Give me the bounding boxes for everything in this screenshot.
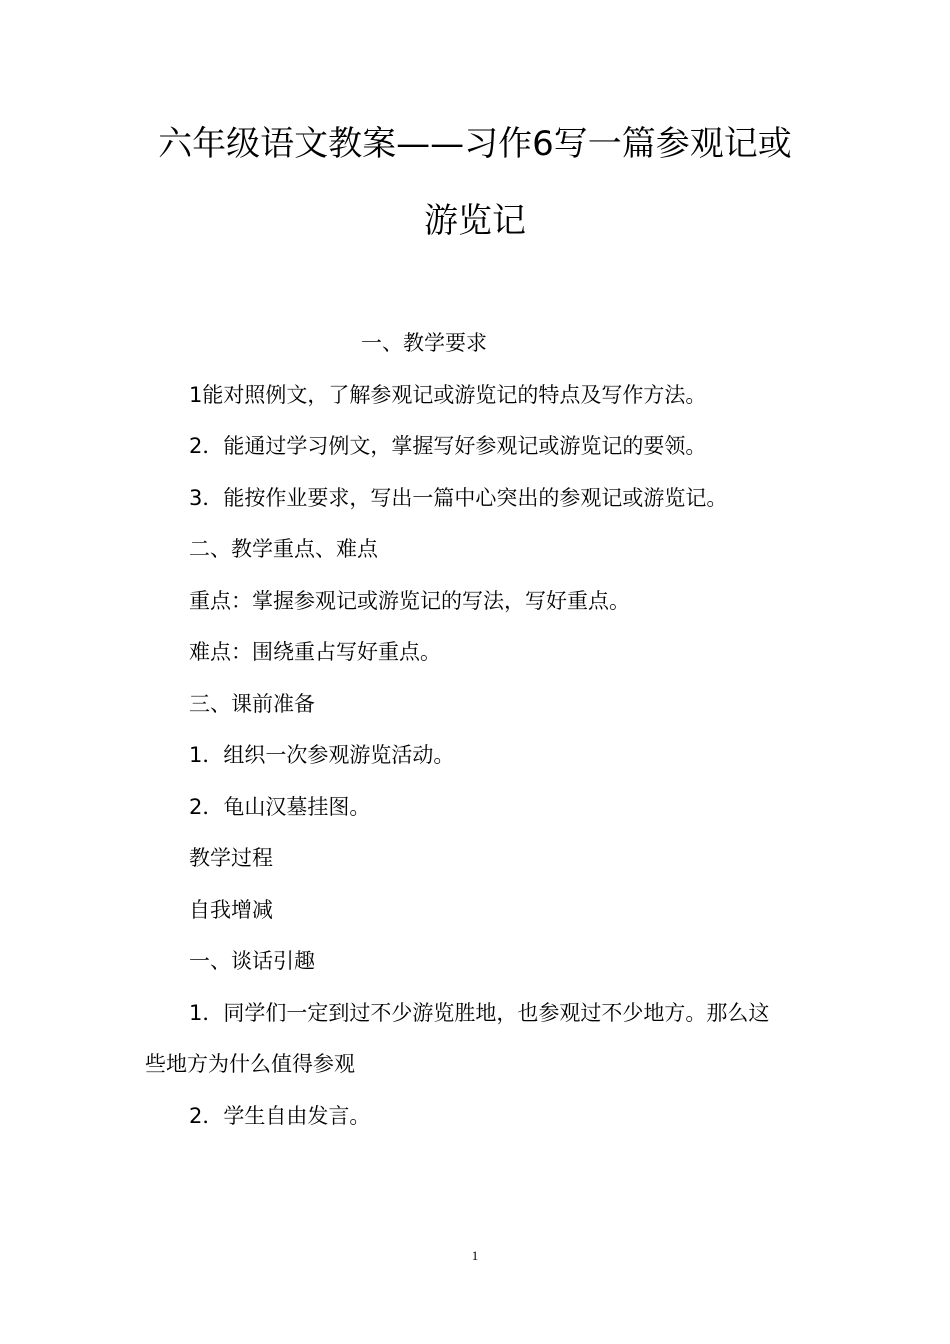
requirement-item-1: 1能对照例文，了解参观记或游览记的特点及写作方法。 <box>189 383 707 407</box>
teaching-process-heading: 教学过程 <box>189 846 273 870</box>
section-heading-introduction: 一、谈话引趣 <box>189 949 315 973</box>
difficulty-text: 难点：围绕重占写好重点。 <box>189 640 441 664</box>
key-point-text: 重点：掌握参观记或游览记的写法，写好重点。 <box>189 589 630 613</box>
requirement-item-2: 2．能通过学习例文，掌握写好参观记或游览记的要领。 <box>189 434 707 458</box>
section-heading-preparation: 三、课前准备 <box>189 692 315 716</box>
section-heading-key-points: 二、教学重点、难点 <box>189 537 378 561</box>
preparation-item-2: 2．龟山汉墓挂图。 <box>189 795 371 819</box>
preparation-item-1: 1．组织一次参观游览活动。 <box>189 743 455 767</box>
self-adjustment-label: 自我增减 <box>189 898 273 922</box>
requirement-item-3: 3．能按作业要求，写出一篇中心突出的参观记或游览记。 <box>189 486 728 510</box>
introduction-item-1-line-2: 些地方为什么值得参观 <box>145 1052 355 1076</box>
introduction-item-2: 2．学生自由发言。 <box>189 1104 371 1128</box>
introduction-item-1-line-1: 1．同学们一定到过不少游览胜地，也参观过不少地方。那么这 <box>189 1001 770 1025</box>
section-heading-teaching-requirements: 一、教学要求 <box>361 331 487 355</box>
document-title-line-2: 游览记 <box>424 201 526 241</box>
document-title-line-1: 六年级语文教案——习作6写一篇参观记或 <box>158 124 792 164</box>
page-number: 1 <box>471 1248 479 1263</box>
